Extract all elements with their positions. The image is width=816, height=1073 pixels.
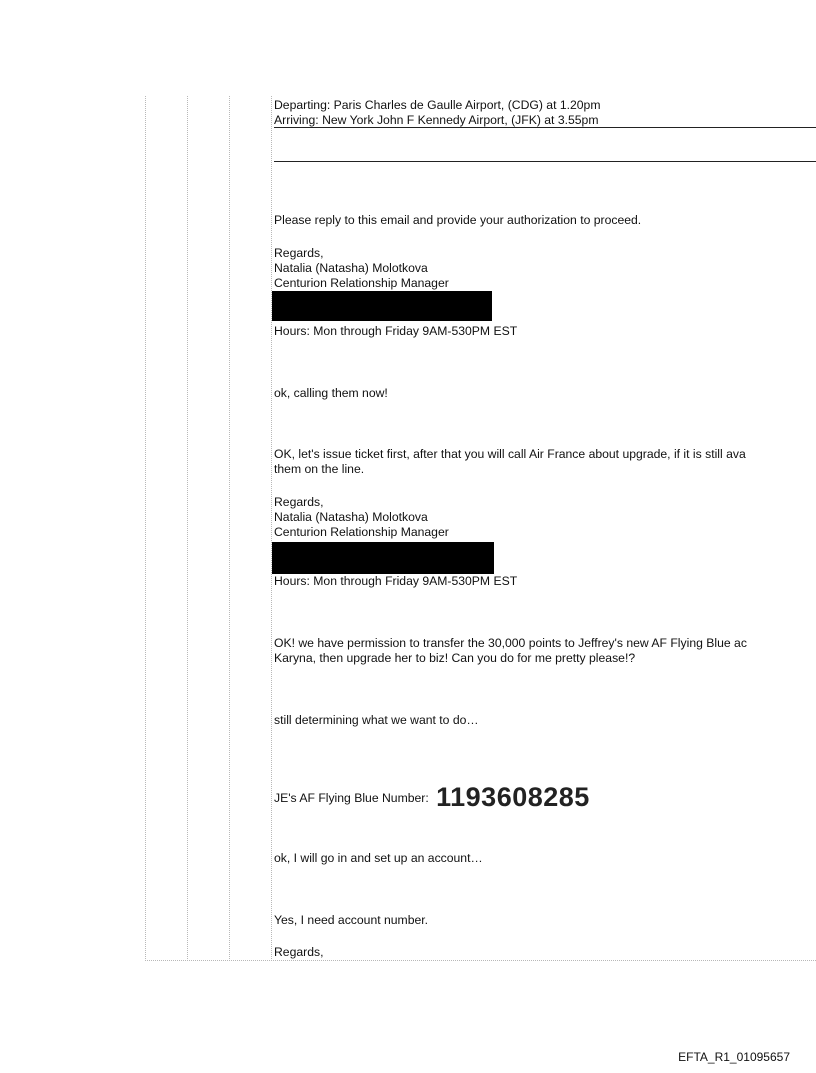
- message-text: them on the line.: [274, 462, 365, 476]
- hours-text: Hours: Mon through Friday 9AM-530PM EST: [274, 324, 518, 338]
- table-column-line: [229, 96, 230, 961]
- message-text: OK! we have permission to transfer the 30,000 points to Jeffrey's new AF Flying Blue ac: [274, 636, 747, 650]
- departing-line: Departing: Paris Charles de Gaulle Airport, (CDG) at 1.20pm: [274, 98, 601, 112]
- hours-text: Hours: Mon through Friday 9AM-530PM EST: [274, 574, 518, 588]
- divider: [274, 127, 816, 128]
- signature-role: Centurion Relationship Manager: [274, 525, 449, 539]
- arriving-line: Arriving: New York John F Kennedy Airport, (JFK) at 3.55pm: [274, 113, 599, 127]
- message-text: ok, I will go in and set up an account…: [274, 851, 483, 865]
- message-text: ok, calling them now!: [274, 386, 388, 400]
- regards-text: Regards,: [274, 945, 324, 959]
- regards-text: Regards,: [274, 495, 324, 509]
- document-id: EFTA_R1_01095657: [678, 1050, 790, 1064]
- table-bottom-line: [145, 960, 816, 961]
- signature-name: Natalia (Natasha) Molotkova: [274, 261, 428, 275]
- table-column-line: [145, 96, 146, 961]
- authorization-request: Please reply to this email and provide your authorization to proceed.: [274, 213, 642, 227]
- table-column-line: [271, 96, 272, 961]
- message-text: Karyna, then upgrade her to biz! Can you do for me pretty please!?: [274, 651, 636, 665]
- flying-blue-line: [274, 782, 590, 813]
- message-text: Yes, I need account number.: [274, 913, 429, 927]
- regards-text: Regards,: [274, 246, 324, 260]
- divider: [274, 161, 816, 162]
- message-text: still determining what we want to do…: [274, 713, 479, 727]
- flying-blue-number: 1193608285: [436, 782, 590, 812]
- message-text: OK, let's issue ticket first, after that you will call Air France about upgrade, if it is still ava: [274, 447, 746, 461]
- signature-role: Centurion Relationship Manager: [274, 276, 449, 290]
- signature-name: Natalia (Natasha) Molotkova: [274, 510, 428, 524]
- redaction-block: [272, 542, 494, 574]
- flying-blue-label: JE's AF Flying Blue Number:: [274, 791, 429, 805]
- redaction-block: [272, 291, 492, 321]
- table-column-line: [187, 96, 188, 961]
